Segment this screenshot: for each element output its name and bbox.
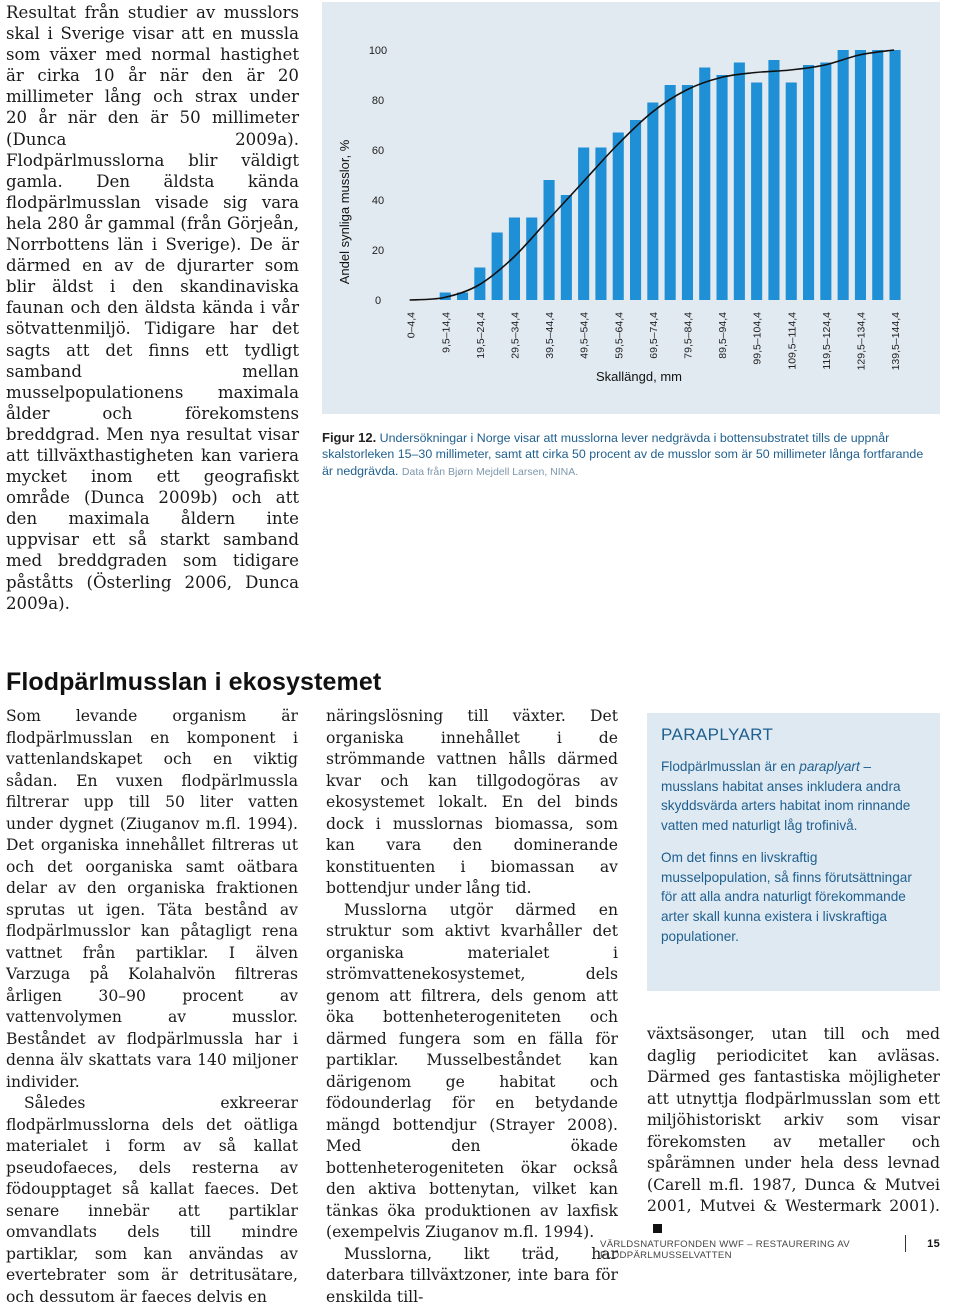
column-3-paragraph: [647, 1024, 940, 1239]
x-tick-label: 109,5–114,4: [786, 312, 798, 370]
bar: [734, 63, 745, 301]
x-tick-label: 99,5–104,4: [752, 312, 764, 365]
x-tick-label: 29,5–34,4: [510, 312, 522, 359]
x-tick-label: 39,5–44,4: [544, 312, 556, 359]
figure-caption: [322, 430, 937, 480]
bar: [838, 50, 849, 300]
footer-divider: [905, 1235, 906, 1252]
figure-caption-text: Undersökningar i Norge visar att musslorna lever nedgrävda i bottensubstratet tills de uppnår skalstorleken 15–30 millimeter, samt att cirka 50 procent av de musslor som är 50 millimeter långa fortfarande är nedgrävda.: [322, 431, 923, 478]
intro-text: [6, 2, 299, 614]
column-2-paragraph-2: Musslorna utgör därmed en struktur som aktivt kvarhåller det organiska materialet i strömvattenekosystemet, dels genom att filtrera, dels genom att öka bottenheterogeniteten och därmed fungera som en fälla för partiklar. Musselbeståndet kan därigenom ge habitat och födounderlag för en betydande mängd bottendjur (Strayer 2008). Med den ökade bottenheterogeniteten ökar också den aktiva bottenytan, vilket kan tänkas öka produktionen av laxfisk (exempelvis Ziuganov m.fl. 1994).: [326, 900, 618, 1244]
bar: [595, 148, 606, 301]
x-tick-label: 79,5–84,4: [682, 312, 694, 359]
bar: [492, 233, 503, 301]
y-tick-labels: [369, 45, 387, 307]
figure-panel: [322, 2, 940, 414]
bar: [803, 65, 814, 300]
end-mark-square: [653, 1224, 662, 1233]
bar: [751, 83, 762, 301]
column-2: [326, 706, 618, 1308]
bar: [717, 75, 728, 300]
x-tick-label: 89,5–94,4: [717, 312, 729, 359]
fact-box-p1-start: Flodpärlmusslan är en: [661, 759, 799, 774]
bar: [647, 103, 658, 301]
bar: [509, 218, 520, 301]
bar: [768, 60, 779, 300]
fact-box-p1-end: – musslans habitat anses inkludera andra skyddsvärda arters habitat inom rinnande vatten med naturligt låg trofinivå.: [661, 759, 910, 833]
y-tick-label: 40: [372, 195, 384, 207]
x-tick-label: 69,5–74,4: [648, 312, 660, 359]
column-2-paragraph-1: näringslösning till växter. Det organiska innehållet i de strömmande vattnen hålls därmed kvar och kan tillgodogöras av ekosystemet lokalt. En del binds dock i musslornas biomassa, som kan vara den dominerande konstituenten i biomassan av bottendjur under lång tid.: [326, 706, 618, 900]
column-3: [647, 1024, 940, 1239]
column-3-text: växtsäsonger, utan till och med daglig periodicitet kan avläsas. Därmed ges fantastiska möjligheter att utnyttja flodpärlmusslan som ett miljöhistoriskt arkiv som visar förekomsten av metaller och spårämnen under hela dess levnad (Carell m.fl. 1987, Dunca & Mutvei 2001, Mutvei & Westermark 2001).: [647, 1025, 940, 1215]
y-tick-label: 60: [372, 145, 384, 157]
bar: [855, 50, 866, 300]
x-tick-labels: [406, 312, 902, 371]
y-tick-label: 0: [375, 295, 381, 307]
bar: [526, 218, 537, 301]
x-axis-title: Skallängd, mm: [596, 369, 682, 384]
column-2-paragraph-3: Musslorna, likt träd, har daterbara tillväxtzoner, inte bara för enskilda till-: [326, 1244, 618, 1308]
figure-label: Figur 12.: [322, 430, 376, 445]
x-tick-label: 19,5–24,4: [475, 312, 487, 359]
figure-credit: Data från Bjørn Mejdell Larsen, NINA.: [402, 466, 578, 478]
x-tick-label: 129,5–134,4: [855, 312, 867, 371]
bar: [820, 63, 831, 301]
fact-box-paragraph-1: [661, 757, 926, 836]
y-tick-label: 80: [372, 95, 384, 107]
bar: [665, 85, 676, 300]
y-tick-label: 100: [369, 45, 387, 57]
y-axis-title: Andel synliga musslor, %: [337, 139, 352, 284]
y-axis-title-group: [337, 139, 352, 284]
x-tick-label: 49,5–54,4: [579, 312, 591, 359]
bar: [872, 50, 883, 300]
fact-box-p1-em: paraplyart: [799, 759, 859, 774]
x-tick-label: 0–4,4: [406, 312, 418, 338]
x-tick-label: 139,5–144,4: [890, 312, 902, 371]
x-tick-label: 59,5–64,4: [613, 312, 625, 359]
column-1-paragraph-2: Således exkreerar flodpärlmusslorna dels det oätliga materialet i form av så kallat pseudofaeces, dels resterna av födoupptaget så kallat faeces. Det senare innebär att partiklar omvandlats dels till mindre partiklar, som kan användas av evertebrater som är detritusätare, och dessutom är faeces delvis en: [6, 1093, 298, 1308]
bar: [561, 195, 572, 300]
x-tick-label: 9,5–14,4: [440, 312, 452, 353]
x-tick-label: 119,5–124,4: [821, 312, 833, 370]
y-tick-label: 20: [372, 245, 384, 257]
column-1: [6, 706, 298, 1308]
fact-box: [647, 713, 940, 991]
bar: [682, 85, 693, 300]
bar: [630, 120, 641, 300]
bar: [890, 50, 901, 300]
column-1-paragraph-1: Som levande organism är flodpärlmusslan en komponent i vattenlandskapet och en viktig sådan. En vuxen flodpärlmussla filtrerar upp till 50 liter vatten under dygnet (Ziuganov m.fl. 1994). Det organiska innehållet filtreras ut och det oorganiska samt oätbara delar av den organiska fraktionen sprutas ut igen. Täta bestånd av flodpärlmusslor kan påtagligt rena vattnet från partiklar. I älven Varzuga på Kolahalvön filtreras årligen 30–90 procent av vattenvolymen av musslor. Beståndet av flodpärlmussla har i denna älv skattats vara 140 miljoner individer.: [6, 706, 298, 1093]
bar: [544, 180, 555, 300]
section-heading: Flodpärlmusslan i ekosystemet: [6, 668, 381, 697]
bar: [786, 83, 797, 301]
bar: [699, 68, 710, 301]
footer-title: VÄRLDSNATURFONDEN WWF – RESTAURERING AV FLODPÄRLMUSSELVATTEN: [600, 1239, 940, 1261]
fact-box-paragraph-2: Om det finns en livskraftig musselpopulation, så finns förutsättningar för att alla andra naturligt förekommande arter skall kunna existera i livskraftiga populationer.: [661, 848, 926, 947]
bar: [578, 148, 589, 301]
intro-paragraph: Resultat från studier av musslors skal i Sverige visar att en mussla som växer med normal hastighet är cirka 10 år när den är 20 millimeter lång och strax under 20 år när den är 50 millimeter (Dunca 2009a). Flodpärlmusslorna blir väldigt gamla. Den äldsta kända flodpärlmusslan visade sig vara hela 280 år gammal (från Görjeån, Norrbottens län i Sverige). De är därmed en av de djurarter som blir äldst i den skandinaviska faunan och den äldsta kända i vår sötvattenmiljö. Tidigare har det sagts att det finns ett tydligt samband mellan musselpopulationens maximala ålder och förekomstens breddgrad. Men nya resultat visar att tillväxthastigheten kan variera mycket inom ett geografiskt område (Dunca 2009b) och att den maximala åldern inte uppvisar ett så starkt samband med breddgraden som tidigare påståtts (Österling 2006, Dunca 2009a).: [6, 2, 299, 614]
bar: [613, 133, 624, 301]
page-number: 15: [927, 1238, 940, 1250]
bar-chart: [322, 2, 940, 414]
fact-box-title: PARAPLYART: [661, 725, 926, 745]
